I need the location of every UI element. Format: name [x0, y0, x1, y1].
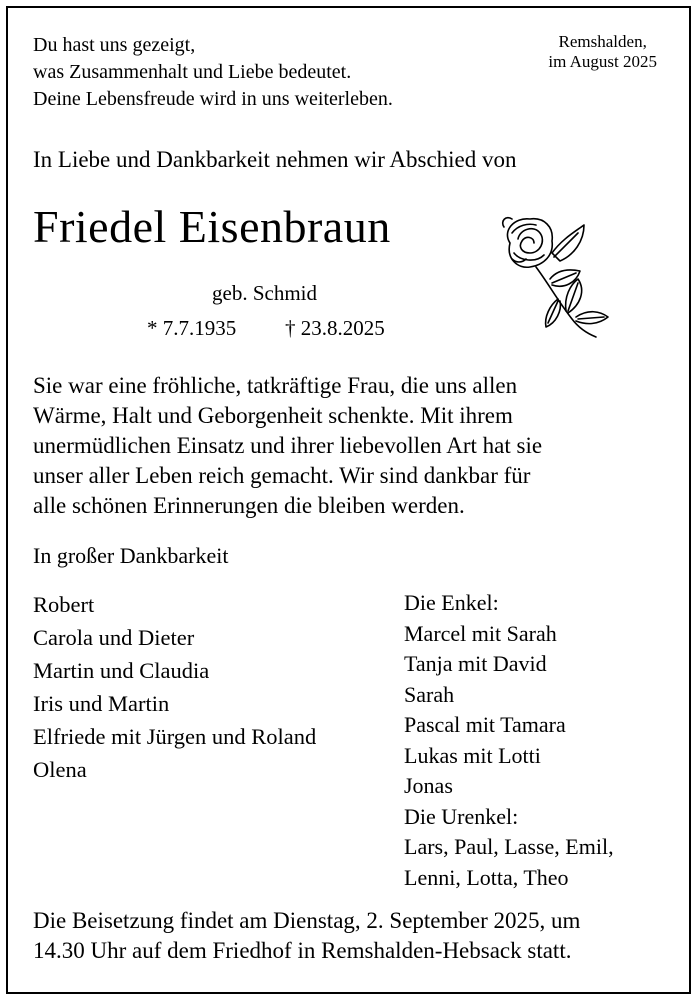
- quote-line: Deine Lebensfreude wird in uns weiterleben.: [33, 88, 393, 110]
- mourner-name: Jonas: [404, 773, 453, 798]
- bio-line: unermüdlichen Einsatz und ihrer liebevollen Art hat sie: [33, 433, 543, 458]
- mourner-name: Martin und Claudia: [33, 658, 210, 683]
- mourner-name: Olena: [33, 757, 87, 782]
- birth-date: * 7.7.1935: [147, 316, 237, 340]
- gratitude-line: In großer Dankbarkeit: [33, 543, 229, 568]
- mourner-name: Lukas mit Lotti: [404, 742, 541, 768]
- mourners-left-column: [33, 588, 316, 786]
- rose-icon: [492, 213, 612, 343]
- mourners-right-column: [404, 588, 614, 893]
- mourner-name: Iris und Martin: [33, 691, 170, 716]
- intro-text: In Liebe und Dankbarkeit nehmen wir Abschied von: [33, 147, 517, 172]
- bio-line: Wärme, Halt und Geborgenheit schenkte. Mit ihrem: [33, 403, 513, 428]
- bio-line: unser aller Leben reich gemacht. Wir sind dankbar für: [33, 463, 531, 488]
- place: Remshalden,: [558, 32, 647, 51]
- death-date: † 23.8.2025: [285, 316, 385, 340]
- mourner-name: Sarah: [404, 681, 455, 707]
- mourner-name: Elfriede mit Jürgen und Roland: [33, 724, 317, 749]
- bio-line: Sie war eine fröhliche, tatkräftige Frau, die uns allen: [33, 373, 518, 398]
- quote-line: was Zusammenhalt und Liebe bedeutet.: [33, 61, 352, 83]
- mourner-name: Lars, Paul, Lasse, Emil,: [404, 834, 614, 859]
- date: im August 2025: [548, 52, 657, 71]
- bio-line: alle schönen Erinnerungen die bleiben werden.: [33, 493, 465, 518]
- mourner-group-heading: Die Urenkel:: [404, 803, 519, 829]
- place-and-date: [548, 32, 657, 72]
- mourner-group-heading: Die Enkel:: [404, 590, 499, 615]
- mourner-name: Marcel mit Sarah: [404, 620, 557, 646]
- funeral-line: 14.30 Uhr auf dem Friedhof in Remshalden-Hebsack statt.: [33, 938, 572, 963]
- quote-line: Du hast uns gezeigt,: [33, 34, 196, 56]
- mourner-name: Robert: [33, 592, 95, 617]
- mourner-name: Tanja mit David: [404, 651, 547, 676]
- memorial-quote: [33, 32, 393, 113]
- biography-text: [33, 371, 542, 521]
- maiden-name: geb. Schmid: [212, 281, 317, 305]
- mourner-name: Lenni, Lotta, Theo: [404, 864, 569, 890]
- funeral-notice: [33, 906, 580, 966]
- mourner-name: Carola und Dieter: [33, 625, 195, 650]
- mourner-name: Pascal mit Tamara: [404, 712, 566, 737]
- funeral-line: Die Beisetzung findet am Dienstag, 2. September 2025, um: [33, 908, 581, 933]
- deceased-name: Friedel Eisenbraun: [33, 201, 391, 252]
